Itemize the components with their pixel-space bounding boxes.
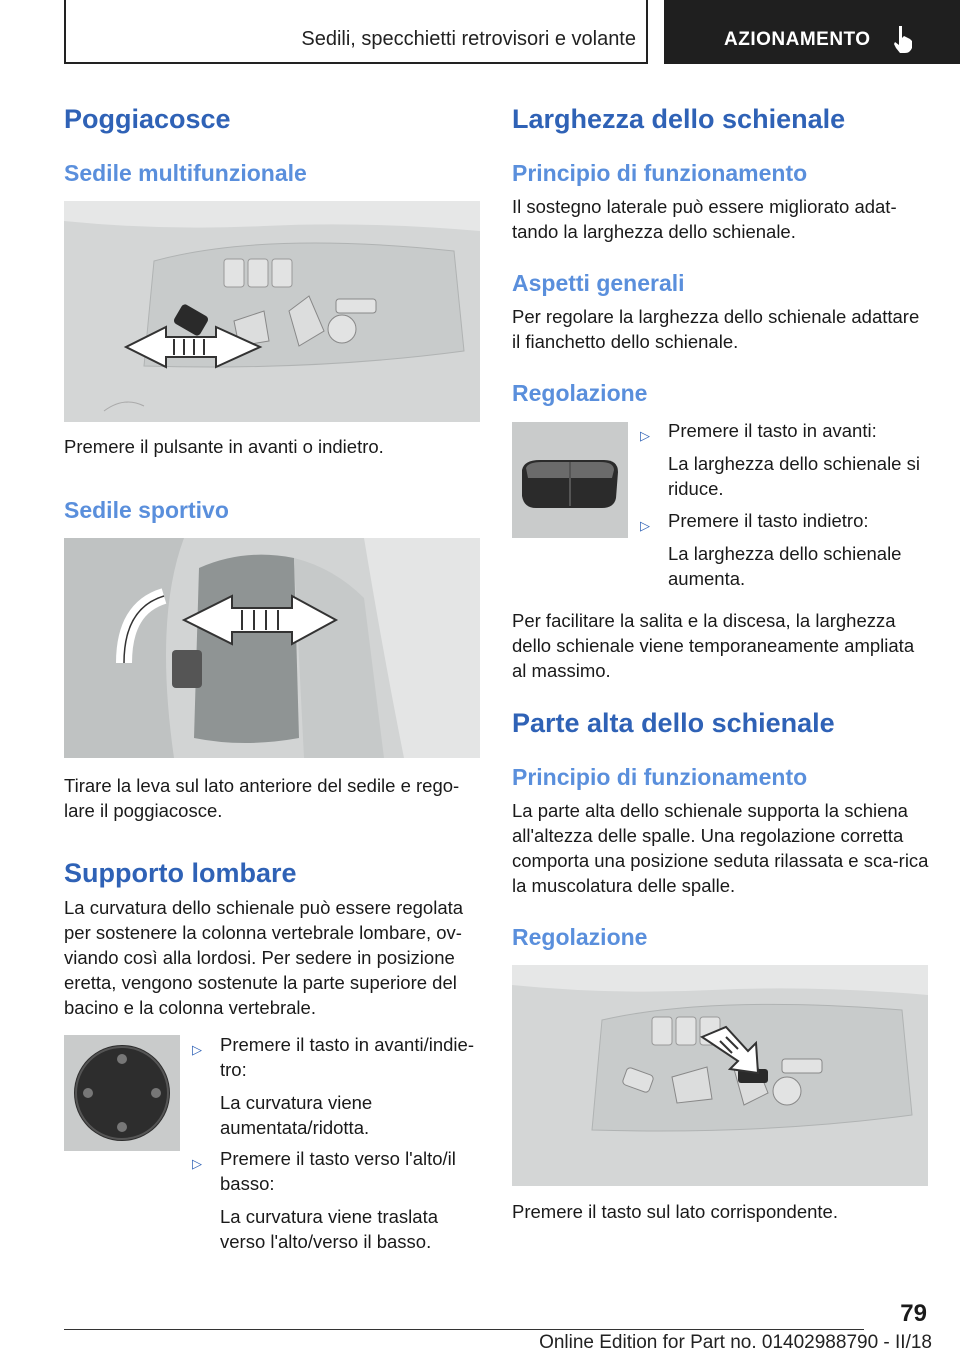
triangle-bullet-icon: ▷ — [192, 1042, 202, 1057]
width-bullet-1 — [640, 418, 930, 501]
width-bullet-2-result: La larghezza dello schienale aumenta. — [668, 543, 902, 589]
width-bullet-1-action: Premere il tasto in avanti: — [668, 420, 877, 441]
width-bullet-1-result: La larghezza dello schienale si riduce. — [668, 453, 920, 499]
text-salita: Per facilitare la salita e la discesa, la larghezza dello schienale viene temporaneamente ampliata al massimo. — [512, 610, 915, 681]
width-bullet-2-action: Premere il tasto indietro: — [668, 510, 869, 531]
heading-principio-2: Principio di funzionamento — [512, 764, 808, 790]
text-lombare: La curvatura dello schienale può essere regolata per sostenere la colonna vertebrale lombare, ov-viando così alla lordosi. Per sedere in posizione eretta, vengono sostenute la parte superiore del bacino e la colonna vertebrale. — [64, 897, 464, 1018]
width-button-image — [512, 422, 628, 538]
heading-larghezza-schienale: Larghezza dello schienale — [512, 104, 846, 134]
footer-divider — [64, 1329, 864, 1330]
heading-principio-1: Principio di funzionamento — [512, 160, 808, 186]
heading-poggiacosce: Poggiacosce — [64, 104, 231, 134]
sport-seat-image — [64, 538, 480, 758]
heading-sedile-multifunzionale: Sedile multifunzionale — [64, 160, 307, 186]
caption-regolazione-2: Premere il tasto sul lato corrispondente. — [512, 1201, 838, 1222]
heading-aspetti-generali: Aspetti generali — [512, 270, 685, 296]
section-tab-label: AZIONAMENTO — [724, 29, 871, 50]
seat-control-image — [64, 201, 480, 422]
triangle-bullet-icon: ▷ — [640, 428, 650, 443]
lombare-bullet-2-action: Premere il tasto verso l'alto/il basso: — [220, 1148, 456, 1194]
footer-edition: Online Edition for Part no. 01402988790 - II/18 — [539, 1332, 932, 1353]
lombare-bullet-1 — [192, 1032, 484, 1140]
heading-regolazione-1: Regolazione — [512, 380, 648, 406]
lumbar-button-image — [64, 1035, 180, 1151]
caption-multifunzionale: Premere il pulsante in avanti o indietro. — [64, 436, 384, 457]
heading-parte-alta: Parte alta dello schienale — [512, 708, 835, 738]
lombare-bullet-1-action: Premere il tasto in avanti/indie-tro: — [220, 1034, 474, 1080]
text-aspetti: Per regolare la larghezza dello schienale adattare il fianchetto dello schienale. — [512, 306, 920, 352]
text-principio-2: La parte alta dello schienale supporta la schiena all'altezza delle spalle. Una regolazione corretta comporta una posizione seduta rilassata e sca-rica la muscolatura delle spalle. — [512, 800, 929, 896]
triangle-bullet-icon: ▷ — [640, 518, 650, 533]
lombare-bullet-2 — [192, 1146, 484, 1254]
heading-sedile-sportivo: Sedile sportivo — [64, 497, 229, 523]
page-number: 79 — [900, 1300, 927, 1327]
heading-supporto-lombare: Supporto lombare — [64, 858, 297, 888]
lombare-bullet-1-result: La curvatura viene aumentata/ridotta. — [220, 1092, 373, 1138]
pointing-hand-icon — [890, 24, 918, 54]
width-bullet-2 — [640, 508, 930, 591]
lombare-bullet-2-result: La curvatura viene traslata verso l'alto/verso il basso. — [220, 1206, 439, 1252]
upper-backrest-control-image — [512, 965, 928, 1186]
triangle-bullet-icon: ▷ — [192, 1156, 202, 1171]
heading-regolazione-2: Regolazione — [512, 924, 648, 950]
caption-sportivo: Tirare la leva sul lato anteriore del sedile e rego-lare il poggiacosce. — [64, 775, 460, 821]
text-principio-1: Il sostegno laterale può essere migliorato adat-tando la larghezza dello schienale. — [512, 196, 897, 242]
chapter-title: Sedili, specchietti retrovisori e volante — [301, 28, 636, 50]
section-tab[interactable] — [664, 0, 960, 64]
